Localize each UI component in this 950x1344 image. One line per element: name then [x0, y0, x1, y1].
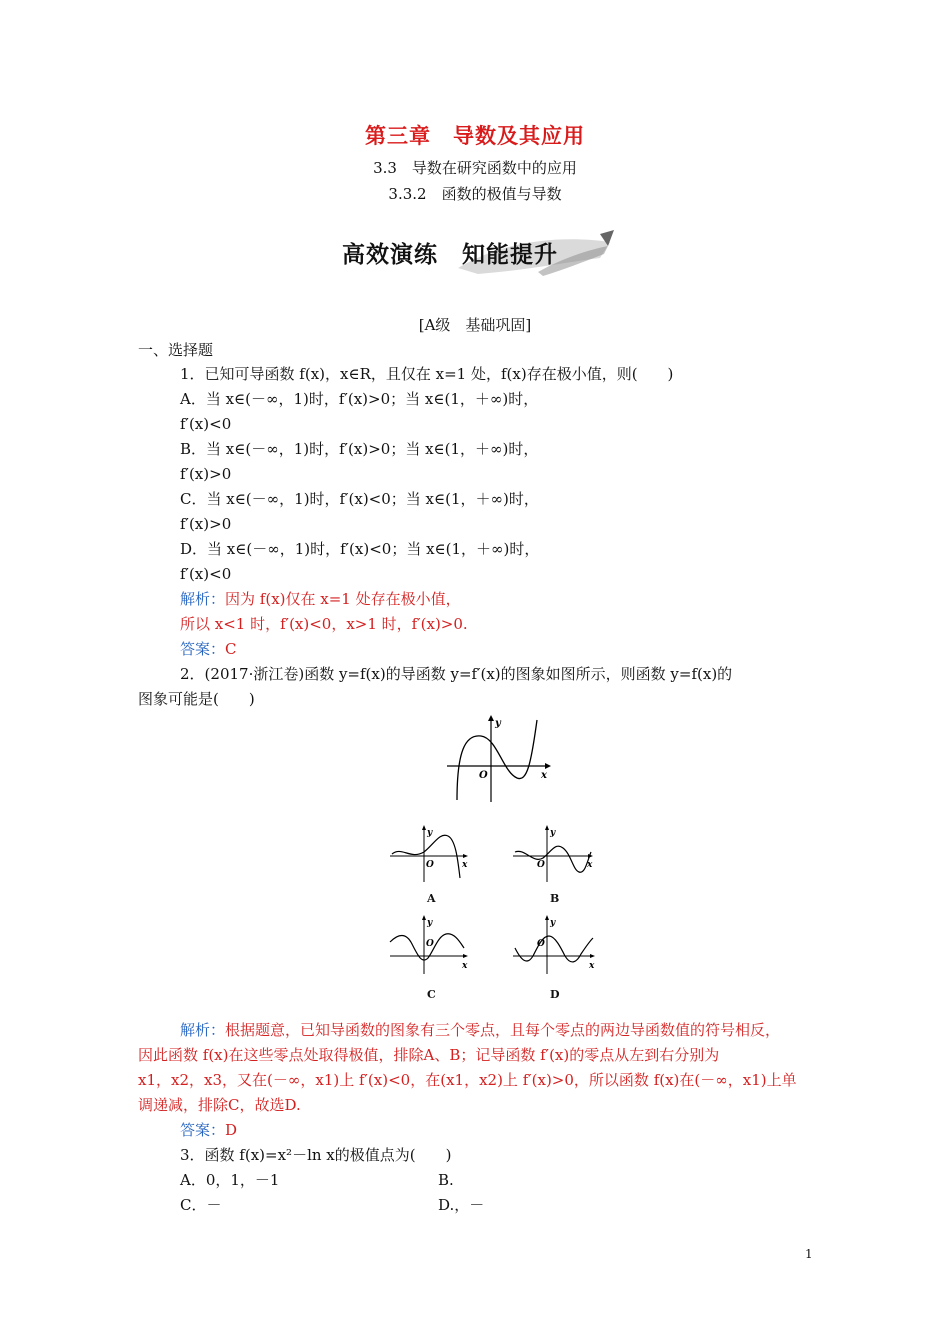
option-c-origin-label: O	[426, 939, 434, 949]
q3-option-a: A．0，1，－1	[180, 1171, 280, 1189]
q1-analysis	[180, 589, 461, 609]
q1-option-c: C．当 x∈(－∞，1)时，f′(x)<0；当 x∈(1，＋∞)时，	[180, 490, 539, 508]
option-b-y-label: y	[550, 828, 556, 838]
q2-stem-cont: 图象可能是( )	[138, 690, 255, 708]
option-a-label: A	[427, 892, 436, 905]
section-title: 3.3 导数在研究函数中的应用	[373, 159, 577, 177]
option-b-origin-label: O	[537, 860, 545, 870]
q2-answer-label: 答案：	[180, 1121, 226, 1139]
q1-analysis-2: 所以 x<1 时，f′(x)<0，x>1 时，f′(x)>0.	[180, 615, 468, 633]
y-axis-arrow-icon	[488, 715, 494, 721]
option-d-x-label: x	[589, 961, 595, 971]
q2-analysis-2: 因此函数 f(x)在这些零点处取得极值，排除A、B；记导函数 f′(x)的零点从左到右分别为	[138, 1046, 720, 1064]
q1-option-b: B．当 x∈(－∞，1)时，f′(x)>0；当 x∈(1，＋∞)时，	[180, 440, 539, 458]
option-b-label: B	[550, 892, 560, 905]
q1-option-d: D．当 x∈(－∞，1)时，f′(x)<0；当 x∈(1，＋∞)时，	[180, 540, 540, 558]
q1-option-a-cont: f′(x)<0	[180, 415, 232, 433]
part-heading: 一、选择题	[138, 341, 214, 359]
option-d-y-label: y	[550, 918, 556, 928]
derivative-curve	[457, 720, 537, 800]
q1-answer-value: C	[225, 640, 237, 658]
q1-option-d-cont: f′(x)<0	[180, 565, 232, 583]
q1-option-b-cont: f′(x)>0	[180, 465, 232, 483]
option-b-graph	[511, 822, 597, 884]
option-c-x-label: x	[462, 961, 468, 971]
q3-option-d: D.，－	[438, 1196, 485, 1214]
page-number: 1	[805, 1247, 813, 1261]
subsection-title: 3.3.2 函数的极值与导数	[388, 185, 562, 203]
q2-answer-value: D	[225, 1121, 238, 1139]
q3-option-b: B.	[438, 1171, 454, 1189]
q1-option-c-cont: f′(x)>0	[180, 515, 232, 533]
q3-option-c: C．－	[180, 1196, 222, 1214]
q2-answer	[180, 1120, 237, 1140]
q2-stem: 2．(2017·浙江卷)函数 y=f(x)的导函数 y=f′(x)的图象如图所示，则函数 y=f(x)的	[180, 665, 733, 683]
option-d-graph	[511, 912, 599, 976]
chapter-title: 第三章 导数及其应用	[365, 123, 585, 148]
option-d-origin-label: O	[537, 939, 545, 949]
banner	[338, 228, 618, 280]
q1-answer-label: 答案：	[180, 640, 226, 658]
q2-analysis-label: 解析：	[180, 1021, 226, 1039]
q1-answer	[180, 639, 237, 659]
option-a-origin-label: O	[426, 860, 434, 870]
q1-stem: 1．已知可导函数 f(x)，x∈R，且仅在 x=1 处，f(x)存在极小值，则( )	[180, 365, 674, 383]
q2-analysis-4: 调递减，排除C，故选D.	[138, 1096, 301, 1114]
y-label: y	[495, 718, 501, 729]
option-d-label: D	[550, 988, 560, 1001]
option-c-graph	[388, 912, 472, 976]
level-heading: [A级 基础巩固]	[418, 316, 532, 334]
option-a-x-label: x	[462, 860, 468, 870]
option-b-x-label: x	[587, 860, 593, 870]
q1-analysis-text: 因为 f(x)仅在 x=1 处存在极小值，	[225, 590, 461, 608]
option-c-y-label: y	[427, 918, 433, 928]
q3-stem: 3．函数 f(x)=x²－ln x的极值点为( )	[180, 1146, 452, 1164]
banner-text: 高效演练 知能提升	[342, 242, 558, 268]
q2-analysis-3: x1，x2，x3，又在(－∞，x1)上 f′(x)<0，在(x1，x2)上 f′(x)>0，所以函数 f(x)在(－∞，x1)上单	[138, 1071, 797, 1089]
q2-analysis	[180, 1020, 780, 1040]
derivative-graph	[445, 712, 555, 804]
option-a-y-label: y	[427, 828, 433, 838]
q2-analysis-text: 根据题意，已知导函数的图象有三个零点，且每个零点的两边导函数值的符号相反，	[225, 1021, 781, 1039]
x-label: x	[541, 770, 547, 781]
q1-option-a: A．当 x∈(－∞，1)时，f′(x)>0；当 x∈(1，＋∞)时，	[180, 390, 539, 408]
origin-label: O	[479, 770, 488, 781]
q1-analysis-label: 解析：	[180, 590, 226, 608]
x-axis-arrow-icon	[545, 763, 551, 769]
option-a-graph	[388, 822, 472, 884]
option-c-label: C	[427, 988, 436, 1001]
